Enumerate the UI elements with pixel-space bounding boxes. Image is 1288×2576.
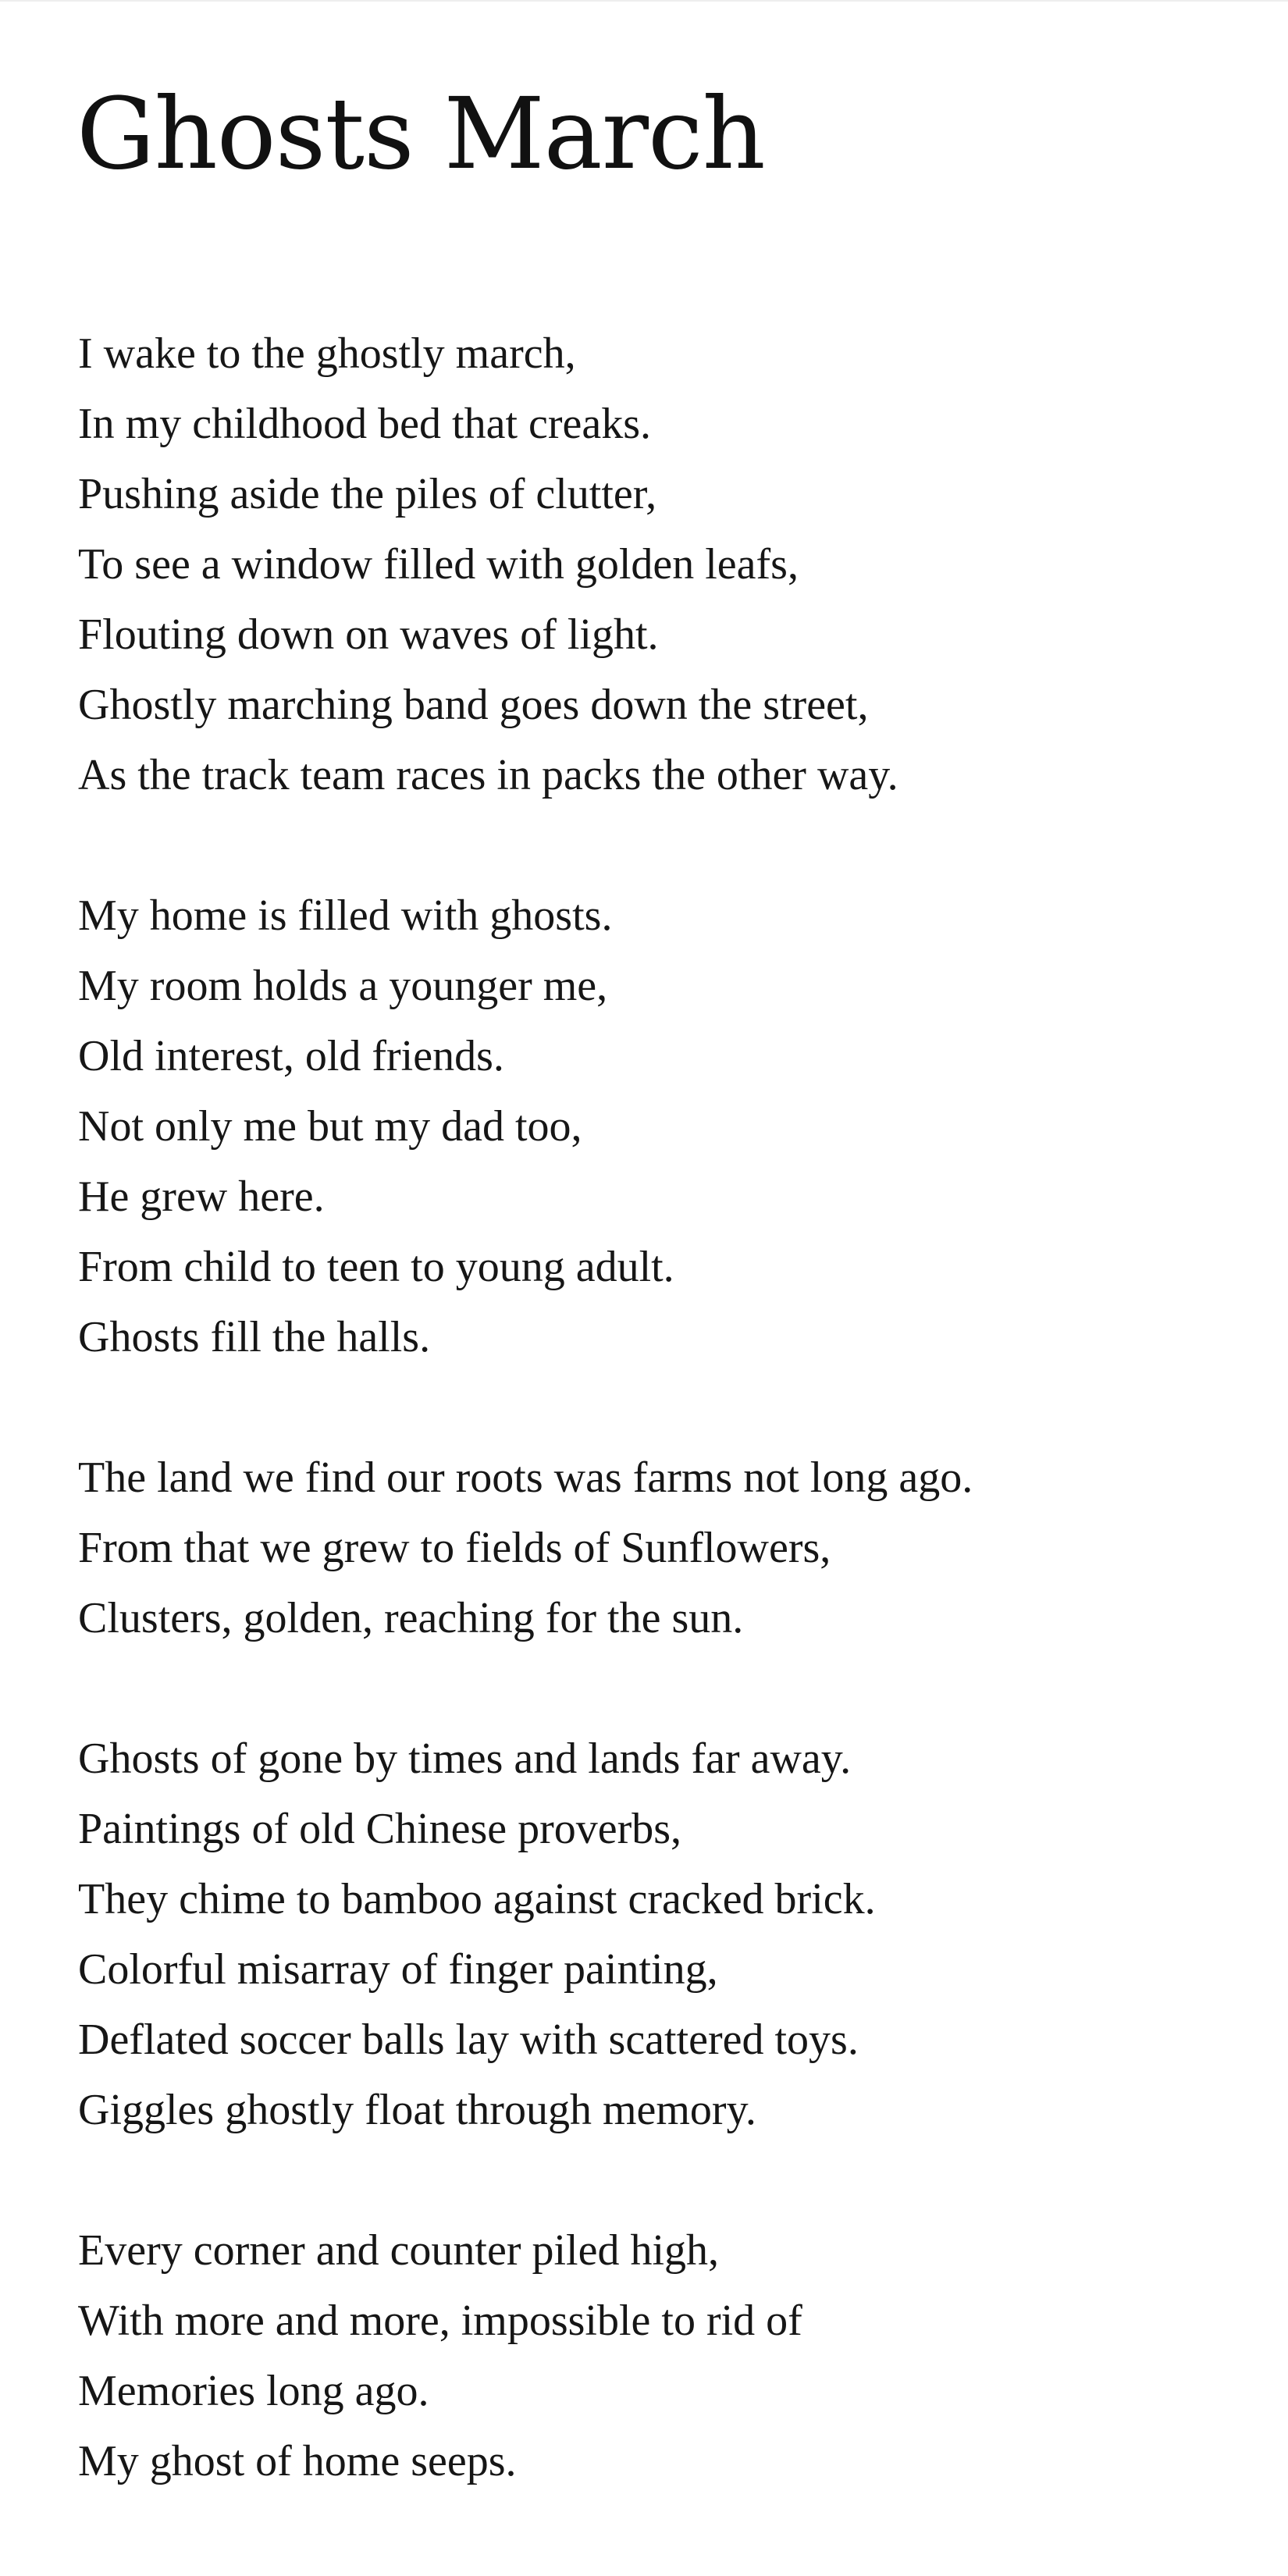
poem-line: With more and more, impossible to rid of — [78, 2297, 802, 2345]
poem-line: Deflated soccer balls lay with scattered toys. — [78, 2016, 859, 2064]
poem-line: Ghosts of gone by times and lands far away. — [78, 1735, 852, 1783]
poem-line: The land we find our roots was farms not long ago. — [78, 1453, 973, 1502]
poem-line: Memories long ago. — [78, 2367, 429, 2415]
poem-line: My room holds a younger me, — [78, 962, 608, 1010]
stanza-5 — [78, 2215, 1210, 2496]
poem-line: Flouting down on waves of light. — [78, 610, 659, 659]
stanza-3 — [78, 1443, 1210, 1653]
poem-line: In my childhood bed that creaks. — [78, 400, 652, 448]
stanza-2 — [78, 881, 1210, 1372]
poem-line: Not only me but my dad too, — [78, 1102, 582, 1151]
stanza-4 — [78, 1724, 1210, 2145]
poem-line: Ghostly marching band goes down the street, — [78, 681, 869, 729]
poem-line: To see a window filled with golden leafs, — [78, 540, 799, 589]
poem-line: From child to teen to young adult. — [78, 1243, 674, 1291]
poem-line: Colorful misarray of finger painting, — [78, 1945, 718, 1994]
poem-line: He grew here. — [78, 1172, 325, 1221]
top-divider — [0, 0, 1288, 2]
poem-line: My ghost of home seeps. — [78, 2437, 517, 2485]
poem-line: Giggles ghostly float through memory. — [78, 2086, 756, 2134]
poem-line: As the track team races in packs the other way. — [78, 751, 898, 799]
poem-body — [78, 318, 1210, 2567]
poem-line: I wake to the ghostly march, — [78, 329, 576, 378]
poem-title: Ghosts March — [76, 76, 765, 191]
poem-line: Paintings of old Chinese proverbs, — [78, 1805, 682, 1853]
poem-line: Old interest, old friends. — [78, 1032, 504, 1080]
poem-line: From that we grew to fields of Sunflowers, — [78, 1524, 831, 1572]
stanza-1 — [78, 318, 1210, 810]
poem-line: Clusters, golden, reaching for the sun. — [78, 1594, 744, 1642]
poem-line: Ghosts fill the halls. — [78, 1313, 431, 1361]
poem-line: My home is filled with ghosts. — [78, 891, 613, 940]
poem-line: Pushing aside the piles of clutter, — [78, 470, 657, 518]
poem-line: Every corner and counter piled high, — [78, 2226, 720, 2275]
poem-line: They chime to bamboo against cracked brick. — [78, 1875, 876, 1923]
